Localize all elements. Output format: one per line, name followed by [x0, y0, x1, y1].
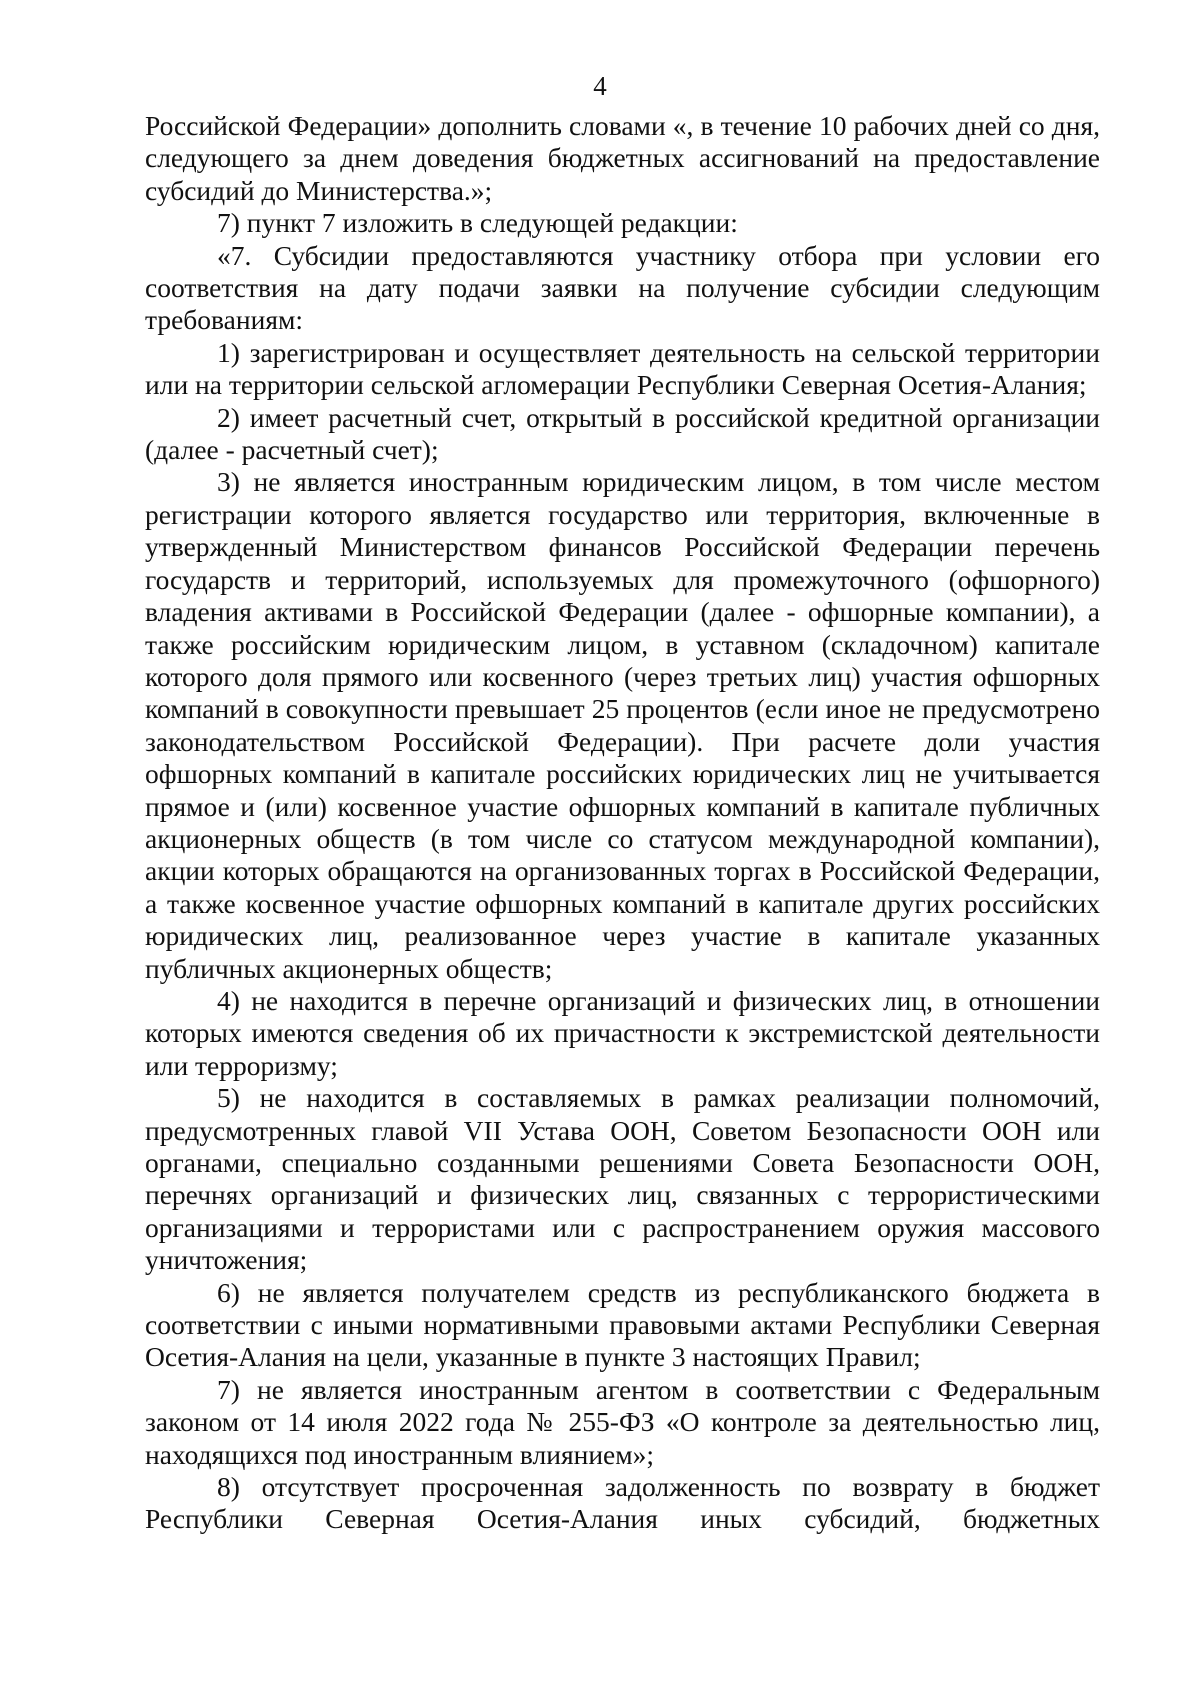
paragraph-requirement-1: 1) зарегистрирован и осуществляет деятельность на сельской территории или на территории сельской агломерации Республики Северная Осетия-Алания; — [145, 336, 1100, 401]
paragraph-continuation: Российской Федерации» дополнить словами «, в течение 10 рабочих дней со дня, следующего за днем доведения бюджетных ассигнований на предоставление субсидий до Министерства.»; — [145, 110, 1100, 206]
paragraph-requirement-3: 3) не является иностранным юридическим лицом, в том числе местом регистрации которого является государство или территория, включенные в утвержденный Министерством финансов Российской Федерации перечень государств и территорий, используемых для промежуточного (офшорного) владения активами в Российской Федерации (далее - офшорные компании), а также российским юридическим лицом, в уставном (складочном) капитале которого доля прямого или косвенного (через третьих лиц) участия офшорных компаний в совокупности превышает 25 процентов (если иное не предусмотрено законодательством Российской Федерации). При расчете доли участия офшорных компаний в капитале российских юридических лиц не учитывается прямое и (или) косвенное участие офшорных компаний в капитале публичных акционерных обществ (в том числе со статусом международной компании), акции которых обращаются на организованных торгах в Российской Федерации, а также косвенное участие офшорных компаний в капитале других российских юридических лиц, реализованное через участие в капитале указанных публичных акционерных обществ; — [145, 466, 1100, 984]
paragraph-requirement-2: 2) имеет расчетный счет, открытый в российской кредитной организации (далее - расчетный счет); — [145, 401, 1100, 466]
paragraph-requirement-8: 8) отсутствует просроченная задолженность по возврату в бюджет Республики Северная Осетия-Алания иных субсидий, бюджетных — [145, 1471, 1100, 1535]
paragraph-requirement-4: 4) не находится в перечне организаций и физических лиц, в отношении которых имеются сведения об их причастности к экстремистской деятельности или терроризму; — [145, 984, 1100, 1081]
paragraph-requirement-7: 7) не является иностранным агентом в соответствии с Федеральным законом от 14 июля 2022 года № 255-ФЗ «О контроле за деятельностью лиц, находящихся под иностранным влиянием»; — [145, 1373, 1100, 1470]
paragraph-quote-7: «7. Субсидии предоставляются участнику отбора при условии его соответствия на дату подачи заявки на получение субсидии следующим требованиям: — [145, 239, 1100, 336]
paragraph-requirement-5: 5) не находится в составляемых в рамках реализации полномочий, предусмотренных главой VII Устава ООН, Советом Безопасности ООН или органами, специально созданными решениями Совета Безопасности ООН, перечнях организаций и физических лиц, связанных с террористическими организациями и террористами или с распространением оружия массового уничтожения; — [145, 1082, 1100, 1276]
paragraph-requirement-6: 6) не является получателем средств из республиканского бюджета в соответствии с иными нормативными правовыми актами Республики Северная Осетия-Алания на цели, указанные в пункте 3 настоящих Правил; — [145, 1276, 1100, 1373]
page-number: 4 — [593, 71, 607, 101]
document-body — [145, 110, 1100, 1536]
paragraph-item-7: 7) пункт 7 изложить в следующей редакции: — [217, 207, 738, 239]
